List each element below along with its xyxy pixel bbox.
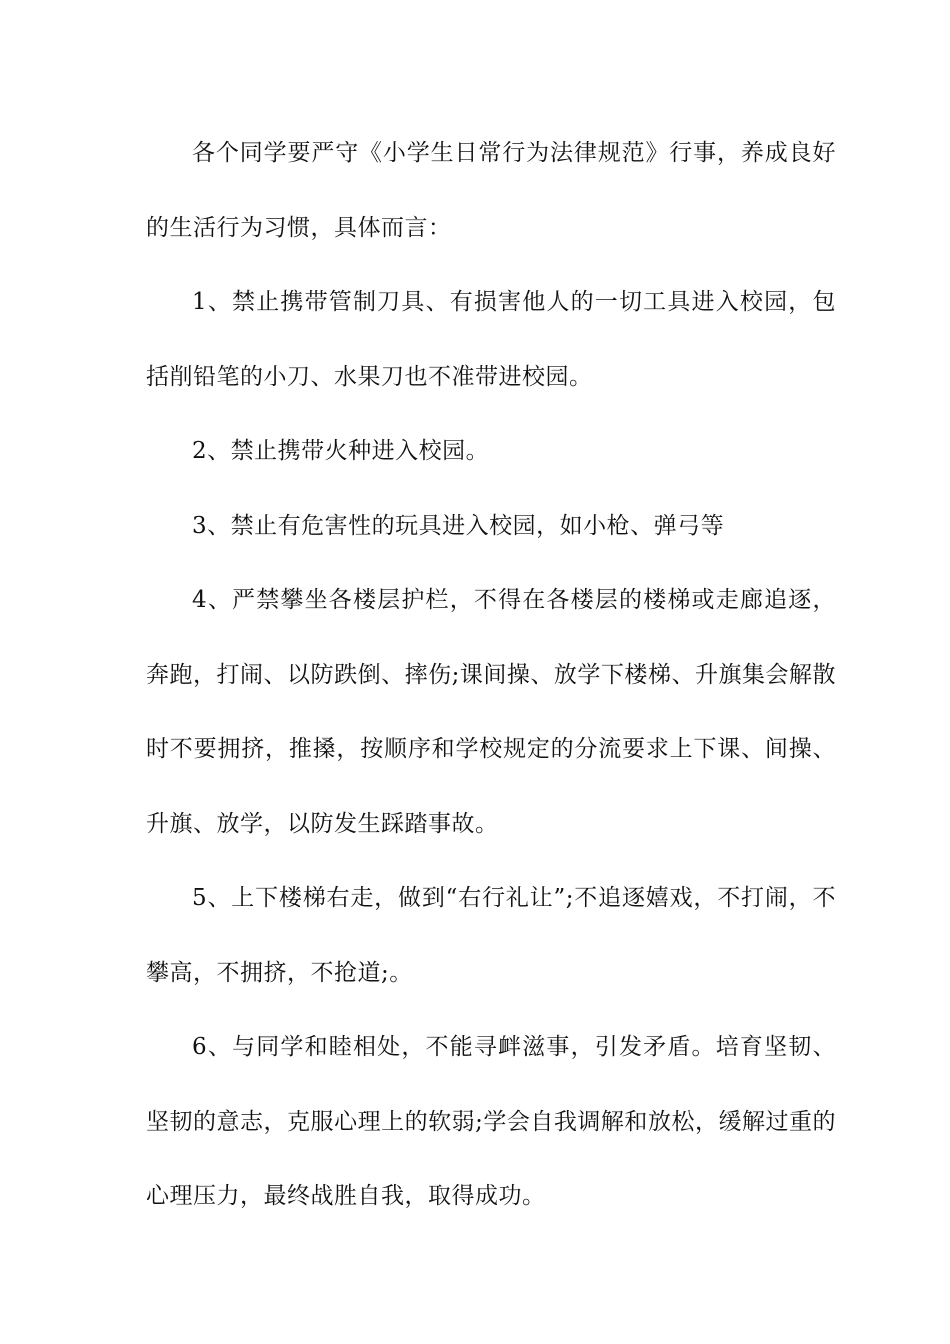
- paragraph-rule-1: 1、禁止携带管制刀具、有损害他人的一切工具进入校园，包括削铅笔的小刀、水果刀也不准带进校园。: [146, 289, 836, 390]
- paragraph-rule-4: 4、严禁攀坐各楼层护栏，不得在各楼层的楼梯或走廊追逐，奔跑，打闹、以防跌倒、摔伤;课间操、放学下楼梯、升旗集会解散时不要拥挤，推搡，按顺序和学校规定的分流要求上下课、间操、升旗、放学，以防发生踩踏事故。: [146, 587, 836, 837]
- paragraph-rule-5: 5、上下楼梯右走，做到“右行礼让”;不追逐嬉戏，不打闹，不攀高，不拥挤，不抢道;。: [146, 885, 836, 986]
- paragraph-rule-2: 2、禁止携带火种进入校园。: [192, 438, 490, 464]
- paragraph-rule-3: 3、禁止有危害性的玩具进入校园，如小枪、弹弓等: [192, 512, 725, 539]
- document-body: [146, 116, 836, 1234]
- paragraph-intro: 各个同学要严守《小学生日常行为法律规范》行事，养成良好的生活行为习惯，具体而言：: [146, 140, 836, 241]
- paragraph-rule-6: 6、与同学和睦相处，不能寻衅滋事，引发矛盾。培育坚韧、坚韧的意志，克服心理上的软弱;学会自我调解和放松，缓解过重的心理压力，最终战胜自我，取得成功。: [146, 1034, 836, 1209]
